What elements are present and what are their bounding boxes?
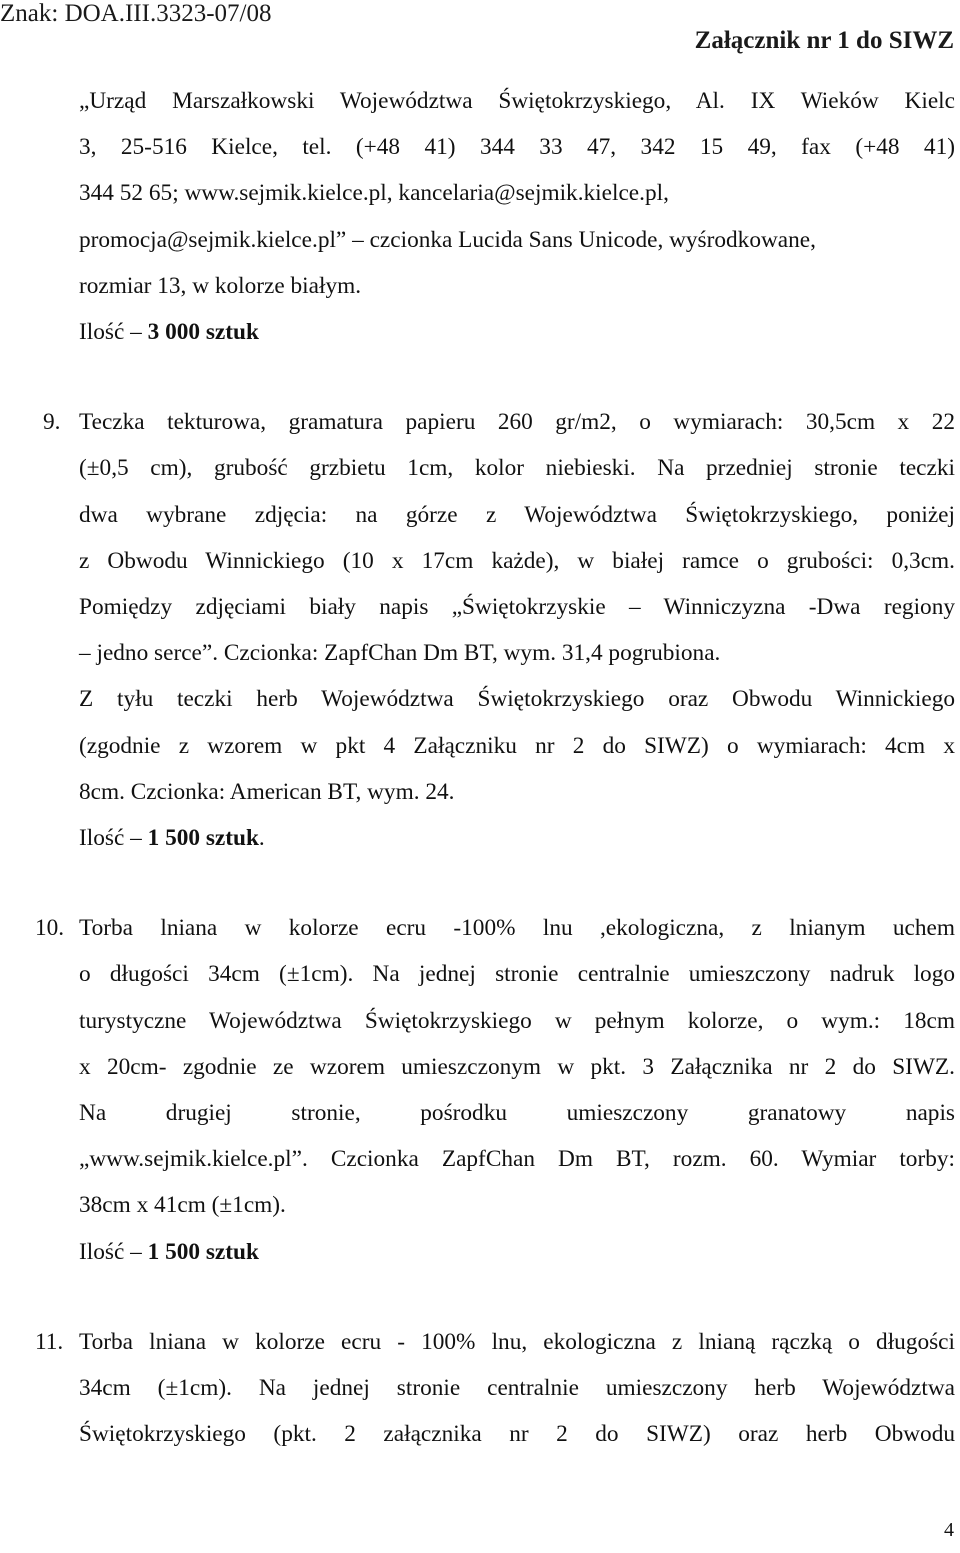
text-line: 38cm x 41cm (±1cm).: [79, 1192, 286, 1219]
text-line: Na drugiej stronie, pośrodku umieszczony granatowy napis: [79, 1100, 955, 1127]
item-number: 10.: [35, 915, 65, 942]
text-line: dwa wybrane zdjęcia: na górze z Województwa Świętokrzyskiego, poniżej: [79, 501, 955, 528]
text-line: – jedno serce”. Czcionka: ZapfChan Dm BT, wym. 31,4 pogrubiona.: [79, 640, 721, 667]
text-line: z Obwodu Winnickiego (10 x 17cm każde), w białej ramce o grubości: 0,3cm.: [79, 547, 955, 574]
text-line: Z tyłu teczki herb Województwa Świętokrzyskiego oraz Obwodu Winnickiego: [79, 686, 955, 713]
text-line: o długości 34cm (±1cm). Na jednej stronie centralnie umieszczony nadruk logo: [79, 961, 955, 988]
quantity-line: [79, 1229, 955, 1275]
text-line: (±0,5 cm), grubość grzbietu 1cm, kolor niebieski. Na przedniej stronie teczki: [79, 455, 955, 482]
list-item-10: [35, 905, 955, 1275]
list-item-11: [35, 1319, 955, 1458]
text-line: x 20cm- zgodnie ze wzorem umieszczonym w pkt. 3 Załącznika nr 2 do SIWZ.: [79, 1053, 955, 1080]
text-line: 344 52 65; www.sejmik.kielce.pl, kancelaria@sejmik.kielce.pl,: [79, 180, 669, 207]
quantity-label: Ilość –: [79, 319, 148, 346]
attachment-label: Załącznik nr 1 do SIWZ: [694, 27, 954, 54]
quantity-label: Ilość –: [79, 1238, 148, 1265]
quantity-value: 1 500 sztuk: [147, 825, 259, 852]
quantity-line: [79, 309, 955, 355]
item-number: 11.: [35, 1328, 64, 1355]
text-line: 34cm (±1cm). Na jednej stronie centralnie umieszczony herb Województwa: [79, 1375, 955, 1402]
text-line: promocja@sejmik.kielce.pl” – czcionka Lucida Sans Unicode, wyśrodkowane,: [79, 226, 816, 253]
text-line: Torba lniana w kolorze ecru - 100% lnu, ekologiczna z lnianą rączką o długości: [79, 1328, 955, 1355]
text-line: (zgodnie z wzorem w pkt 4 Załączniku nr 2 do SIWZ) o wymiarach: 4cm x: [79, 732, 955, 759]
text-line: Pomiędzy zdjęciami biały napis „Świętokrzyskie – Winniczyzna -Dwa regiony: [79, 594, 955, 621]
item-number: 9.: [43, 409, 61, 436]
quantity-value: 3 000 sztuk: [147, 319, 259, 346]
quantity-suffix: .: [258, 825, 265, 852]
quantity-line: [79, 815, 955, 861]
text-line: „www.sejmik.kielce.pl”. Czcionka ZapfChan Dm BT, rozm. 60. Wymiar torby:: [79, 1146, 955, 1173]
intro-section: [79, 78, 955, 355]
document-reference: Znak: DOA.III.3323-07/08: [0, 0, 272, 27]
quantity-label: Ilość –: [79, 825, 148, 852]
text-line: Świętokrzyskiego (pkt. 2 załącznika nr 2 do SIWZ) oraz herb Obwodu: [79, 1421, 955, 1448]
text-line: turystyczne Województwa Świętokrzyskiego w pełnym kolorze, o wym.: 18cm: [79, 1007, 955, 1034]
text-line: Torba lniana w kolorze ecru -100% lnu ,ekologiczna, z lnianym uchem: [79, 915, 955, 942]
page-number: 4: [944, 1519, 954, 1541]
document-body: [0, 78, 960, 1457]
text-line: „Urząd Marszałkowski Województwa Świętokrzyskiego, Al. IX Wieków Kielc: [79, 88, 955, 114]
text-line: Teczka tekturowa, gramatura papieru 260 gr/m2, o wymiarach: 30,5cm x 22: [79, 409, 955, 436]
list-item-9: [43, 399, 955, 861]
text-line: rozmiar 13, w kolorze białym.: [79, 272, 362, 299]
quantity-value: 1 500 sztuk: [147, 1238, 259, 1265]
text-line: 8cm. Czcionka: American BT, wym. 24.: [79, 778, 455, 805]
text-line: 3, 25-516 Kielce, tel. (+48 41) 344 33 47, 342 15 49, fax (+48 41): [79, 134, 955, 161]
